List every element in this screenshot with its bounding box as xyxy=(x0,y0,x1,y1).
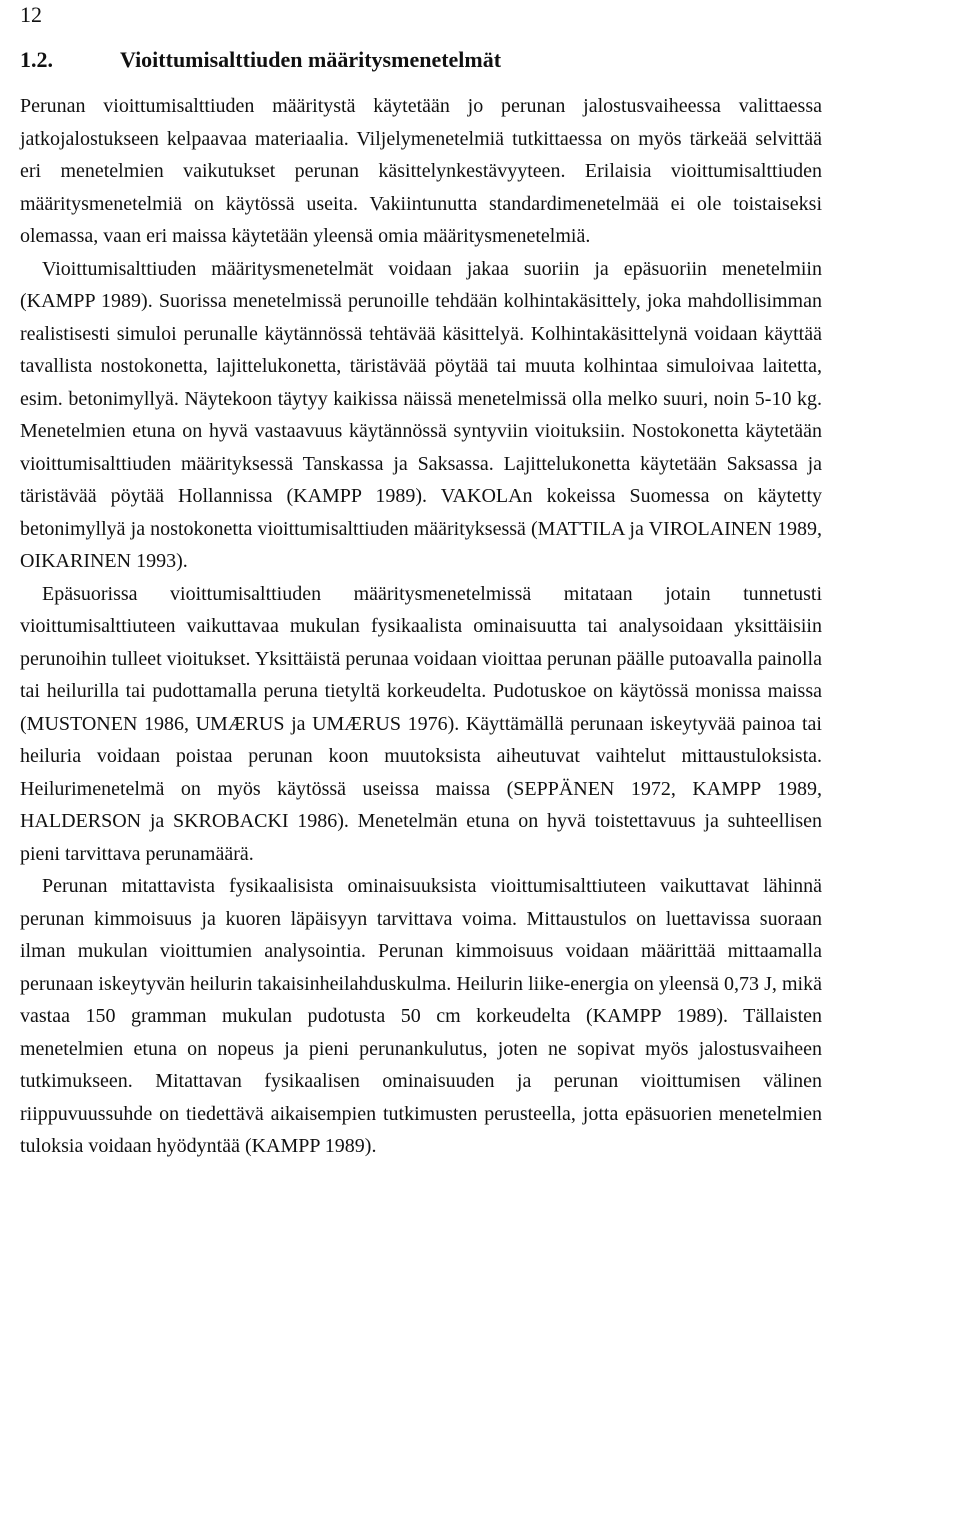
paragraph-1: Perunan vioittumisalttiuden määritystä käytetään jo perunan jalostusvaiheessa valittaessa jatkojalostukseen kelpaavaa materiaalia. Viljelymenetelmiä tutkittaessa on myös tärkeää selvittää eri menetelmien vaikutukset perunan käsittelynkestävyyteen. Erilaisia vioittumisalttiuden määritysmenetelmiä on käytössä useita. Vakiintunutta standardimenetelmää ei ole toistaiseksi olemassa, vaan eri maissa käytetään yleensä omia määritysmenetelmiä. xyxy=(20,95,822,247)
paragraph-2: Vioittumisalttiuden määritysmenetelmät voidaan jakaa suoriin ja epäsuoriin menetelmiin (KAMPP 1989). Suorissa menetelmissä perunoille tehdään kolhintakäsittely, joka mahdollisimman realistisesti simuloi perunalle käytännössä tehtävää käsittelyä. Kolhintakäsittelynä voidaan käyttää tavallista nostokonetta, lajittelukonetta, täristävää pöytää tai muuta kolhintaa simuloivaa laitetta, esim. betonimyllyä. Näytekoon täytyy kaikissa näissä menetelmissä olla melko suuri, noin 5-10 kg. Menetelmien etuna on hyvä vastaavuus käytännössä syntyviin vioituksiin. Nostokonetta käytetään vioittumisalttiuden määrityksessä Tanskassa ja Saksassa. Lajittelukonetta käytetään Saksassa ja täristävää pöytää Hollannissa (KAMPP 1989). VAKOLAn kokeissa Suomessa on käytetty betonimyllyä ja nostokonetta vioittumisalttiuden määrityksessä (MATTILA ja VIROLAINEN 1989, OIKARINEN 1993). xyxy=(20,257,822,572)
body-text xyxy=(20,90,822,1163)
section-number: 1.2. xyxy=(20,47,53,72)
paragraph-3: Epäsuorissa vioittumisalttiuden määritysmenetelmissä mitataan jotain tunnetusti vioittumisalttiuteen vaikuttavaa mukulan fysikaalista ominaisuutta tai analysoidaan yksittäisiin perunoihin tulleet vioitukset. Yksittäistä perunaa voidaan vioittaa perunan päälle putoavalla painolla tai heilurilla tai pudottamalla peruna tietyltä korkeudelta. Pudotuskoe on käytössä monissa maissa (MUSTONEN 1986, UMÆRUS ja UMÆRUS 1976). Käyttämällä perunaan iskeytyvää painoa tai heiluria voidaan poistaa perunan koon muutoksista aiheutuvat vaihtelut mittaustuloksista. Heilurimenetelmä on myös käytössä useissa maissa (SEPPÄNEN 1972, KAMPP 1989, HALDERSON ja SKROBACKI 1986). Menetelmän etuna on hyvä toistettavuus ja suhteellisen pieni tarvittava perunamäärä. xyxy=(20,582,822,865)
paragraph-4: Perunan mitattavista fysikaalisista ominaisuuksista vioittumisalttiuteen vaikuttavat lähinnä perunan kimmoisuus ja kuoren läpäisyyn tarvittava voima. Mittaustulos on luettavissa suoraan ilman mukulan vioittumien analysointia. Perunan kimmoisuus voidaan määrittää mittaamalla perunaan iskeytyvän heilurin takaisinheilahduskulma. Heilurin liike-energia on yleensä 0,73 J, mikä vastaa 150 gramman mukulan pudotusta 50 cm korkeudelta (KAMPP 1989). Tällaisten menetelmien etuna on nopeus ja pieni perunankulutus, joten ne sopivat myös jalostusvaiheen tutkimukseen. Mitattavan fysikaalisen ominaisuuden ja perunan vioittumisen välinen riippuvuussuhde on tiedettävä aikaisempien tutkimusten perusteella, jotta epäsuorien menetelmien tuloksia voidaan hyödyntää (KAMPP 1989). xyxy=(20,875,822,1157)
section-heading xyxy=(20,46,501,74)
page-number: 12 xyxy=(20,2,42,27)
section-title: Vioittumisalttiuden määritysmenetelmät xyxy=(120,47,502,72)
